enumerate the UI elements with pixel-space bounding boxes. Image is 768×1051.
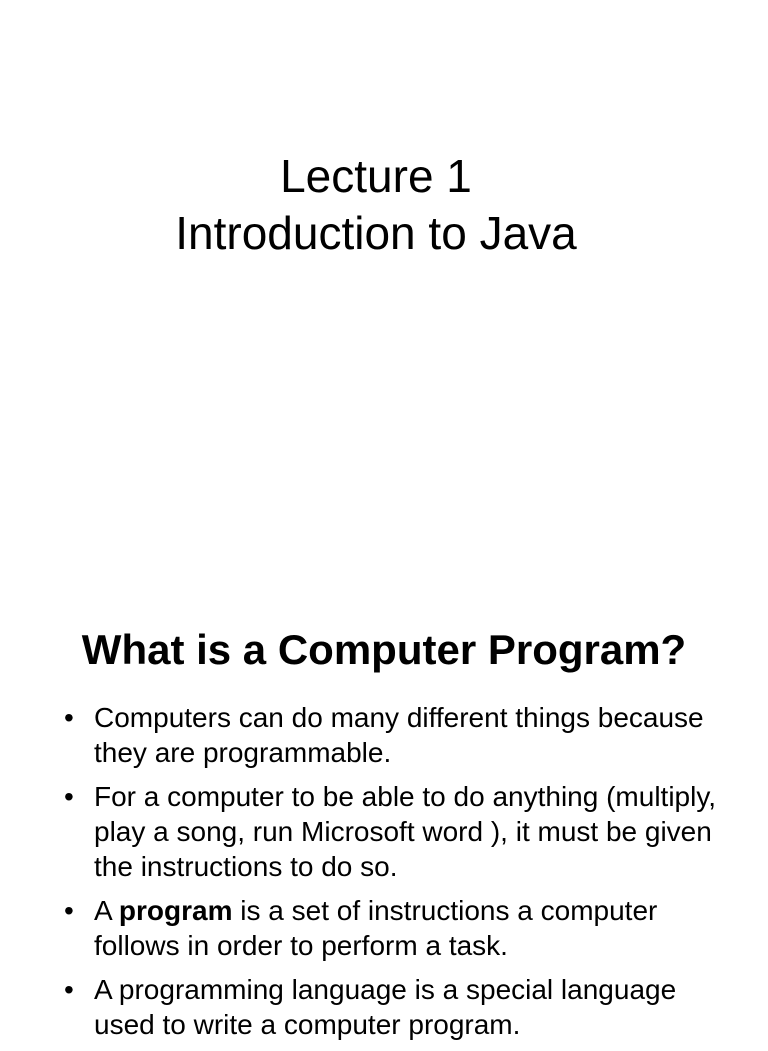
program-term: program bbox=[118, 895, 233, 926]
bullet-text-suffix: is a set of instructions a computer follows in order to perform a task. bbox=[94, 895, 658, 961]
lecture-number: Lecture 1 bbox=[280, 150, 472, 202]
bullet-item bbox=[0, 700, 768, 770]
bullet-text: For a computer to be able to do anything (multiply, play a song, run Microsoft word ), it must be given the instructions to do so. bbox=[94, 781, 717, 882]
slide-title bbox=[0, 148, 752, 262]
content-slide bbox=[0, 576, 768, 1040]
bullet-text: A programming language is a special language used to write a computer program. bbox=[94, 974, 677, 1040]
lecture-title: Introduction to Java bbox=[175, 207, 577, 259]
bullet-icon: • bbox=[64, 974, 74, 1005]
bullet-item bbox=[0, 972, 768, 1042]
bullet-item bbox=[0, 779, 768, 884]
bullet-text-prefix: A bbox=[94, 895, 119, 926]
bullet-item bbox=[0, 893, 768, 963]
bullet-list bbox=[0, 700, 768, 1051]
bullet-text: Computers can do many different things because they are programmable. bbox=[94, 702, 704, 768]
slide-heading: What is a Computer Program? bbox=[81, 626, 687, 673]
bullet-icon: • bbox=[64, 895, 74, 926]
bullet-icon: • bbox=[64, 702, 74, 733]
bullet-icon: • bbox=[64, 781, 74, 812]
